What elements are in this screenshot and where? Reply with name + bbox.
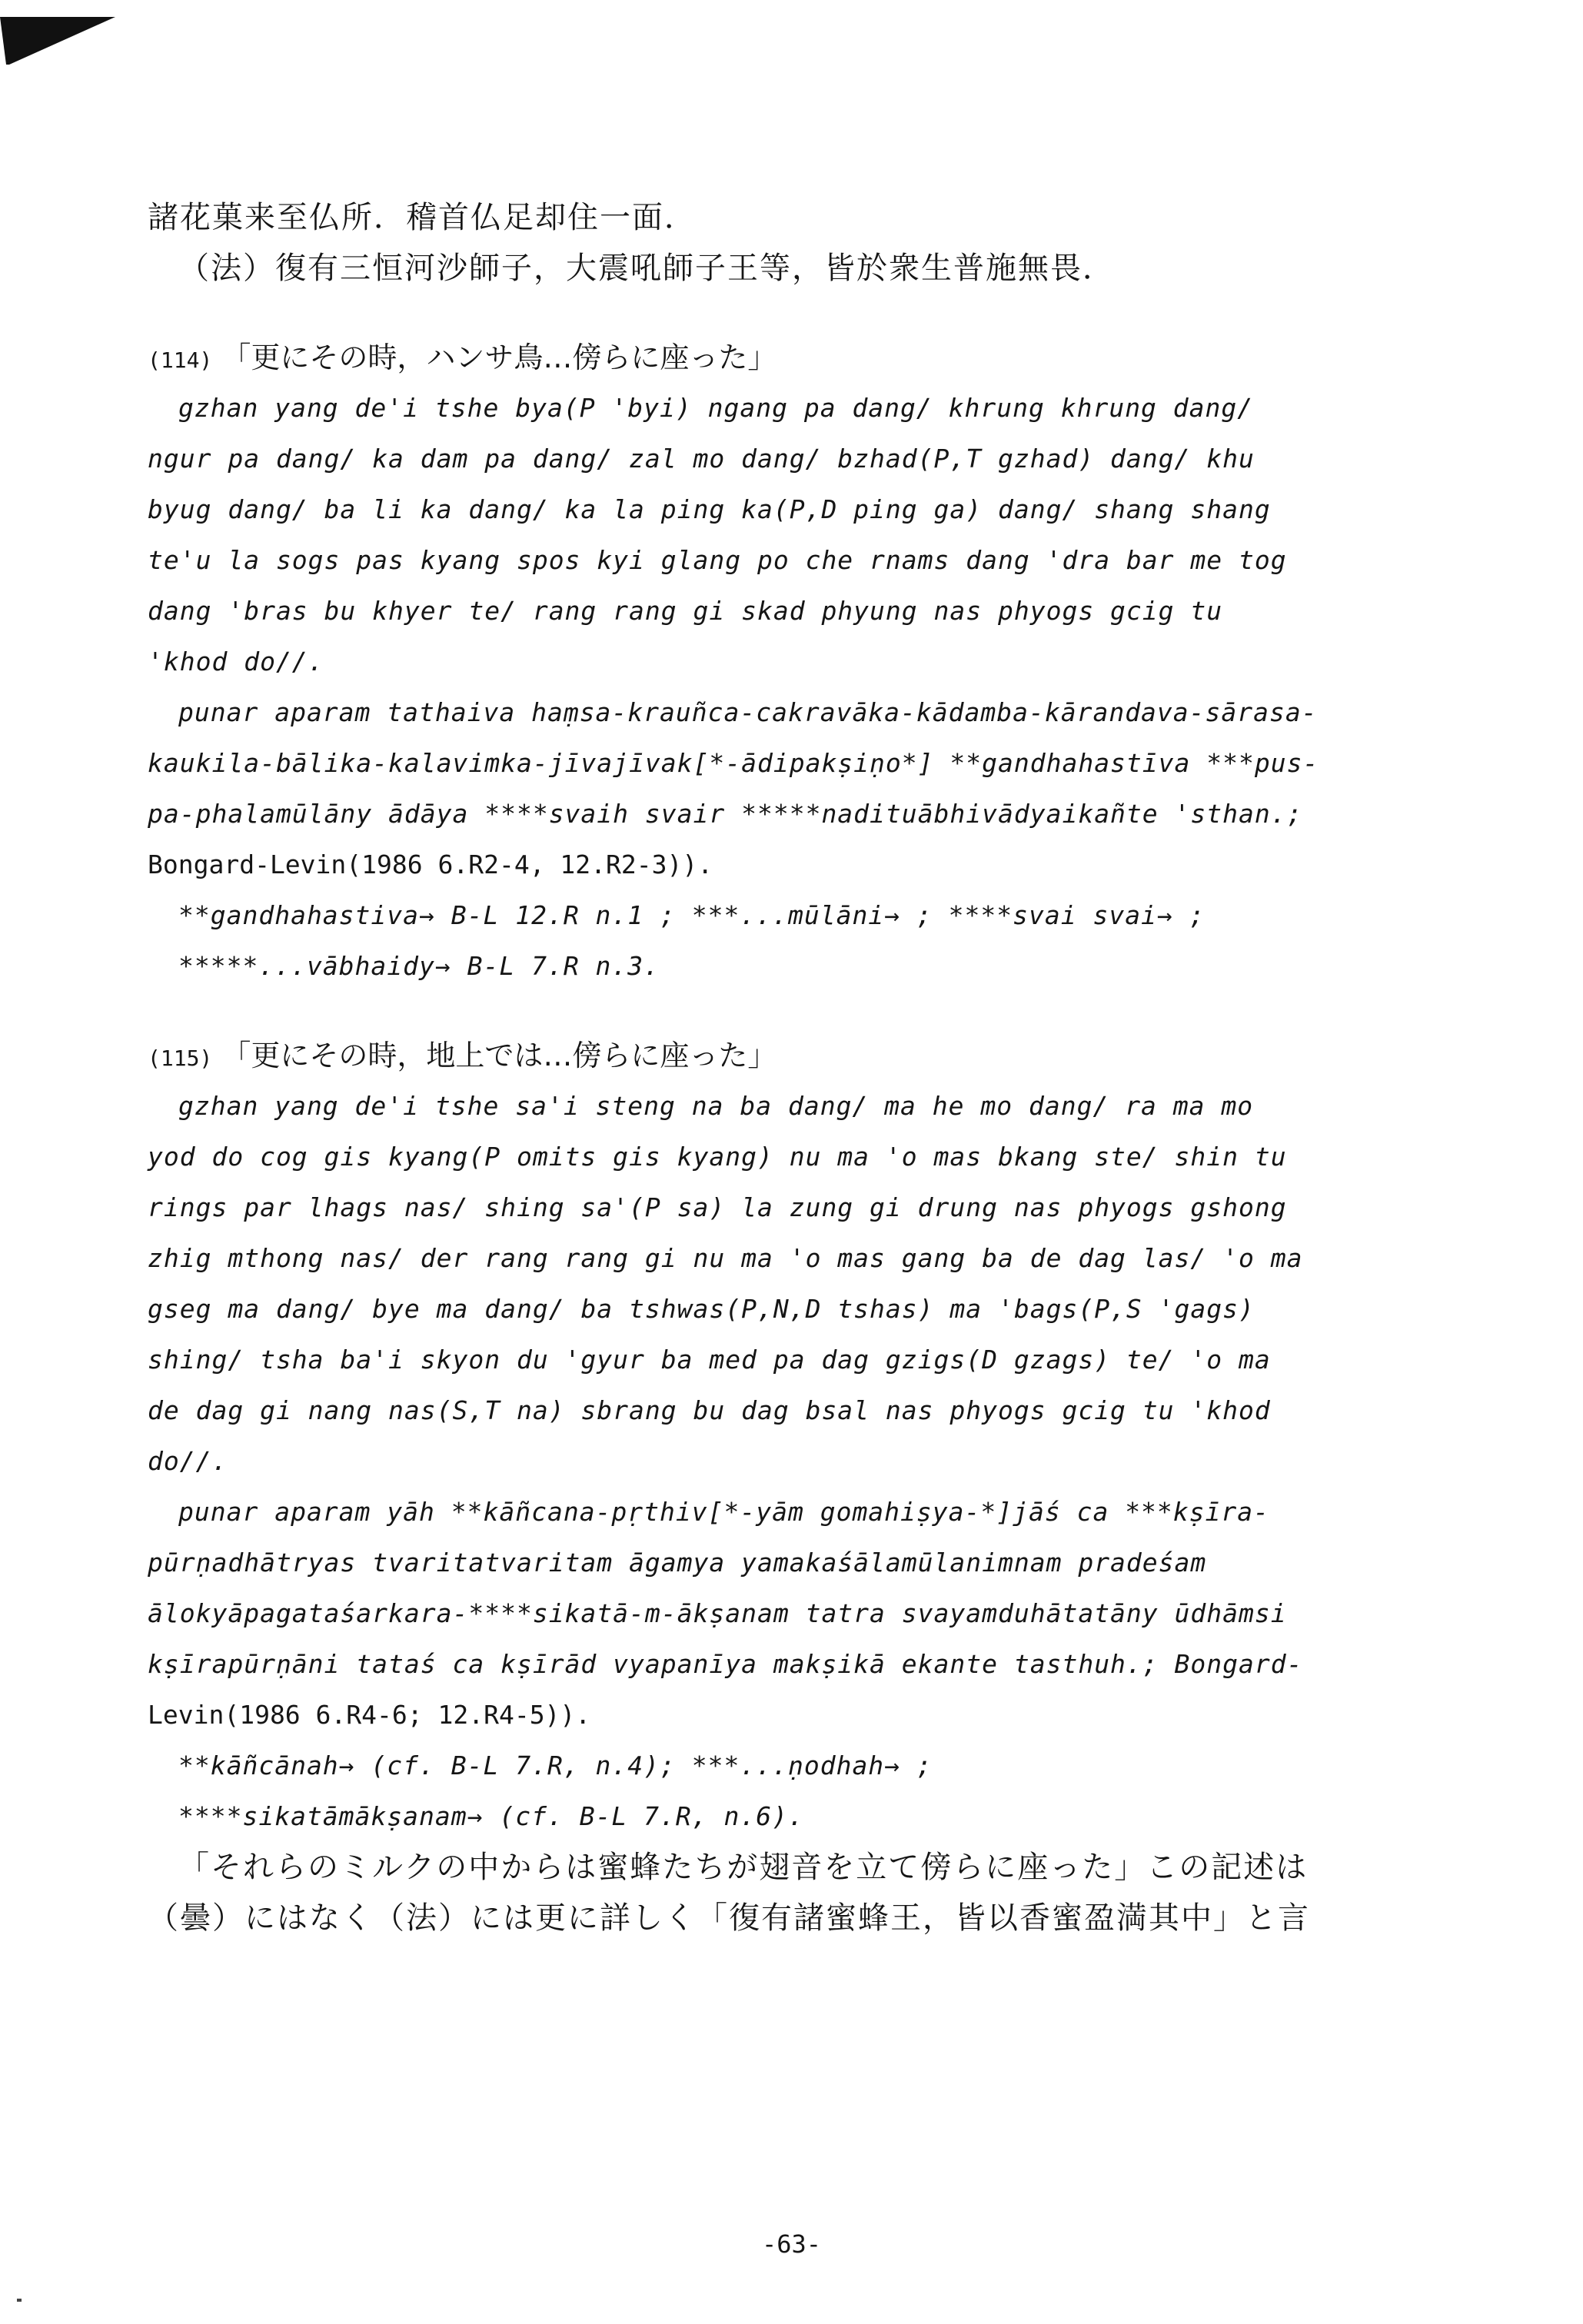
intro-line-1: 諸花菓来至仏所．稽首仏足却住一面． [148, 200, 697, 235]
s114-sanskrit-line: kaukila-bālika-kalavimka-jīvajīvak[*-ādipakṣiṇo*] **gandhahastīva ***pus- [148, 748, 1319, 778]
s115-sanskrit-line: punar aparam yāh **kāñcana-pṛthiv[*-yām gomahiṣya-*]jāś ca ***kṣīra- [178, 1497, 1270, 1527]
s115-tibetan-line: do//. [148, 1446, 228, 1476]
s114-note-line: **gandhahastiva→ B-L 12.R n.1 ; ***...mūlāni→ ; ****svai svai→ ; [178, 900, 1206, 930]
s115-tibetan-line: de dag gi nang nas(S,T na) sbrang bu dag bsal nas phyogs gcig tu 'khod [148, 1395, 1271, 1425]
s114-note-line: *****...vābhaidy→ B-L 7.R n.3. [178, 951, 660, 981]
scan-speck [17, 2299, 22, 2302]
s114-tibetan-line: gzhan yang de'i tshe bya(P 'byi) ngang pa dang/ khrung khrung dang/ [178, 393, 1254, 423]
s114-sanskrit-line: pa-phalamūlāny ādāya ****svaih svair *****nadituābhivādyaikañte 'sthan.; [148, 799, 1303, 829]
section-114-heading [148, 332, 1347, 383]
s115-sanskrit-line: Levin(1986 6.R4-6; 12.R4-5)). [148, 1700, 591, 1730]
intro-line-2: （法）復有三恒河沙師子，大震吼師子王等，皆於衆生普施無畏． [178, 251, 1115, 286]
s115-tibetan-line: gzhan yang de'i tshe sa'i steng na ba dang/ ma he mo dang/ ra ma mo [178, 1091, 1254, 1121]
s115-sanskrit-line: pūrṇadhātryas tvaritatvaritam āgamya yamakaśālamūlanimnam pradeśam [148, 1548, 1207, 1578]
corner-registration-mark [0, 0, 123, 69]
s114-sanskrit-line: Bongard-Levin(1986 6.R2-4, 12.R2-3)). [148, 849, 713, 879]
s115-tibetan-line: rings par lhags nas/ shing sa'(P sa) la zung gi drung nas phyogs gshong [148, 1192, 1287, 1222]
section-115-title: 「更にその時，地上では…傍らに座った」 [221, 1039, 777, 1072]
s115-sanskrit-line: ālokyāpagataśarkara-****sikatā-m-ākṣanam tatra svayamduhātatāny ūdhāmsi [148, 1598, 1287, 1628]
s115-commentary-line: （曇）にはなく（法）には更に詳しく「復有諸蜜蜂王，皆以香蜜盈満其中」と言 [148, 1900, 1310, 1936]
s114-tibetan-line: byug dang/ ba li ka dang/ ka la ping ka(P,D ping ga) dang/ shang shang [148, 494, 1271, 524]
s114-tibetan-line: dang 'bras bu khyer te/ rang rang gi skad phyung nas phyogs gcig tu [148, 596, 1223, 626]
s115-note-line: **kāñcānah→ (cf. B-L 7.R, n.4); ***...ṇodhah→ ; [178, 1750, 933, 1780]
section-114-title: 「更にその時，ハンサ鳥…傍らに座った」 [221, 341, 777, 374]
s114-sanskrit-line: punar aparam tathaiva haṃsa-krauñca-cakravāka-kādamba-kārandava-sārasa- [178, 697, 1318, 727]
section-114-number: (114) [148, 347, 213, 373]
s115-sanskrit-line: kṣīrapūrṇāni tataś ca kṣīrād vyapanīya makṣikā ekante tasthuh.; Bongard- [148, 1649, 1303, 1679]
section-115-number: (115) [148, 1046, 213, 1071]
s115-tibetan-line: yod do cog gis kyang(P omits gis kyang) nu ma 'o mas bkang ste/ shin tu [148, 1142, 1287, 1172]
s114-tibetan-line: 'khod do//. [148, 647, 324, 677]
s115-tibetan-line: gseg ma dang/ bye ma dang/ ba tshwas(P,N,D tshas) ma 'bags(P,S 'gags) [148, 1294, 1255, 1324]
section-115-heading [148, 1030, 1347, 1081]
s115-tibetan-line: shing/ tsha ba'i skyon du 'gyur ba med pa dag gzigs(D gzags) te/ 'o ma [148, 1345, 1271, 1375]
page-number: -63- [761, 2229, 822, 2259]
s114-tibetan-line: ngur pa dang/ ka dam pa dang/ zal mo dang/ bzhad(P,T gzhad) dang/ khu [148, 444, 1255, 474]
s114-tibetan-line: te'u la sogs pas kyang spos kyi glang po che rnams dang 'dra bar me tog [148, 545, 1287, 575]
s115-commentary-line: 「それらのミルクの中からは蜜蜂たちが翅音を立て傍らに座った」この記述は [178, 1850, 1309, 1885]
document-page [148, 192, 1347, 1943]
s115-tibetan-line: zhig mthong nas/ der rang rang gi nu ma 'o mas gang ba de dag las/ 'o ma [148, 1243, 1303, 1273]
s115-note-line: ****sikatāmākṣanam→ (cf. B-L 7.R, n.6). [178, 1801, 804, 1831]
